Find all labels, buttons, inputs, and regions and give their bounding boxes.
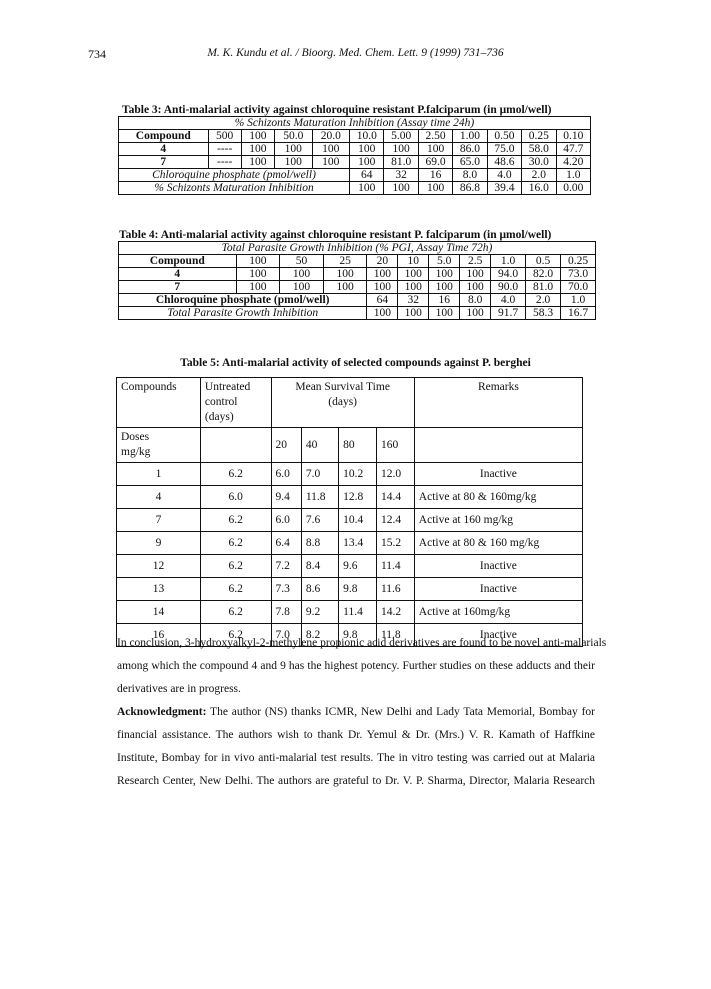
value-cell: 100	[236, 281, 280, 294]
table-4-caption: Table 4: Anti-malarial activity against chloroquine resistant P. falciparum (in μmol/well)	[119, 229, 552, 241]
value-cell: 32	[384, 169, 418, 182]
control-cell: 6.2	[200, 463, 271, 486]
compound-cell: 4	[119, 143, 209, 156]
value-cell: 100	[460, 268, 491, 281]
value-cell: 100	[312, 143, 350, 156]
remark-cell: Inactive	[414, 624, 582, 647]
acknowledgment-heading: Acknowledgment:	[117, 706, 207, 718]
table-3	[118, 116, 591, 195]
table-5	[116, 377, 583, 647]
dose-header: 0.10	[556, 130, 591, 143]
remark-cell: Inactive	[414, 555, 582, 578]
value-cell: 100	[236, 268, 280, 281]
value-cell: 100	[429, 307, 460, 320]
value-cell: 48.6	[487, 156, 521, 169]
control-cell: 6.2	[200, 509, 271, 532]
compound-cell: 7	[117, 509, 201, 532]
span-header-row	[119, 242, 596, 255]
dose-header: 25	[323, 255, 367, 268]
control-cell: 6.2	[200, 601, 271, 624]
text-line: financial assistance. The authors wish to thank Dr. Yemul & Dr. (Mrs.) V. R. Kamath of Haffkine	[117, 729, 595, 741]
blank-cell	[200, 428, 271, 463]
header-row	[117, 378, 583, 428]
dose-header: 0.50	[487, 130, 521, 143]
reference-label: Chloroquine phosphate (pmol/well)	[119, 294, 367, 307]
dose-header: 20	[367, 255, 398, 268]
value-cell: 0.00	[556, 182, 591, 195]
compound-row	[119, 281, 596, 294]
compound-cell: 13	[117, 578, 201, 601]
value-cell: 100	[460, 307, 491, 320]
text-line: Institute, Bombay for in vivo anti-malarial test results. The in vitro testing was carried out at Malaria	[117, 752, 595, 764]
value-cell: 91.7	[491, 307, 526, 320]
value-cell: 4.0	[487, 169, 521, 182]
header-line: mg/kg	[121, 446, 151, 458]
value-cell: 100	[460, 281, 491, 294]
compound-cell: 14	[117, 601, 201, 624]
value-cell: 65.0	[453, 156, 487, 169]
value-cell: 2.0	[522, 169, 556, 182]
compound-cell: 1	[117, 463, 201, 486]
header-line: control	[204, 396, 238, 408]
survival-cell: 10.4	[339, 509, 377, 532]
reference-label: Total Parasite Growth Inhibition	[119, 307, 367, 320]
value-cell: 86.8	[453, 182, 487, 195]
text-line	[117, 701, 595, 724]
table-4	[118, 241, 596, 320]
survival-cell: 8.8	[301, 532, 338, 555]
value-cell: 16.0	[522, 182, 556, 195]
compound-row	[119, 156, 591, 169]
survival-cell: 9.2	[301, 601, 338, 624]
value-cell: 39.4	[487, 182, 521, 195]
remark-cell: Active at 80 & 160mg/kg	[414, 486, 582, 509]
value-cell: 2.0	[526, 294, 561, 307]
mean-survival-header	[271, 378, 414, 428]
header-line: Untreated	[204, 381, 251, 393]
value-cell: 4.0	[491, 294, 526, 307]
header-line: Mean Survival Time	[295, 381, 390, 393]
remark-cell: Active at 160 mg/kg	[414, 509, 582, 532]
survival-cell: 15.2	[376, 532, 414, 555]
value-cell: 100	[398, 268, 429, 281]
dose-header: 10.0	[350, 130, 384, 143]
survival-cell: 7.0	[301, 463, 338, 486]
table-3-caption: Table 3: Anti-malarial activity against chloroquine resistant P.falciparum (in μmol/well)	[122, 104, 552, 116]
reference-label: Chloroquine phosphate (pmol/well)	[119, 169, 350, 182]
survival-cell: 10.2	[339, 463, 377, 486]
reference-inhibition-row	[119, 307, 596, 320]
survival-cell: 6.0	[271, 509, 301, 532]
dose-header-row	[119, 255, 596, 268]
survival-cell: 12.4	[376, 509, 414, 532]
dose-header: 0.25	[561, 255, 596, 268]
value-cell: 81.0	[526, 281, 561, 294]
survival-cell: 11.4	[339, 601, 377, 624]
value-cell: 4.20	[556, 156, 591, 169]
compound-cell: 4	[117, 486, 201, 509]
value-cell: 82.0	[526, 268, 561, 281]
dose-header: 2.5	[460, 255, 491, 268]
reference-inhibition-row	[119, 182, 591, 195]
compound-cell: 12	[117, 555, 201, 578]
value-cell: 1.0	[556, 169, 591, 182]
survival-cell: 7.0	[271, 624, 301, 647]
survival-cell: 8.6	[301, 578, 338, 601]
compound-cell: 7	[119, 281, 237, 294]
value-cell: 100	[398, 307, 429, 320]
survival-cell: 14.4	[376, 486, 414, 509]
value-cell: 73.0	[561, 268, 596, 281]
value-cell: 100	[429, 268, 460, 281]
value-cell: 64	[350, 169, 384, 182]
survival-cell: 9.4	[271, 486, 301, 509]
table-row	[117, 532, 583, 555]
table-row	[117, 578, 583, 601]
dose-header: 20.0	[312, 130, 350, 143]
value-cell: 75.0	[487, 143, 521, 156]
table-row	[117, 555, 583, 578]
survival-cell: 9.6	[339, 555, 377, 578]
survival-cell: 9.8	[339, 578, 377, 601]
value-cell: ----	[208, 156, 241, 169]
doses-header	[117, 428, 201, 463]
survival-cell: 11.4	[376, 555, 414, 578]
control-cell: 6.2	[200, 555, 271, 578]
survival-cell: 6.0	[271, 463, 301, 486]
value-cell: 16	[429, 294, 460, 307]
dose-header: 1.0	[491, 255, 526, 268]
value-cell: 47.7	[556, 143, 591, 156]
value-cell: 86.0	[453, 143, 487, 156]
value-cell: 100	[350, 143, 384, 156]
remark-cell: Active at 160mg/kg	[414, 601, 582, 624]
survival-cell: 11.8	[376, 624, 414, 647]
compound-cell: 16	[117, 624, 201, 647]
compound-row	[119, 143, 591, 156]
value-cell: 32	[398, 294, 429, 307]
compound-row	[119, 268, 596, 281]
span-header: Total Parasite Growth Inhibition (% PGI, Assay Time 72h)	[119, 242, 596, 255]
dose-row	[117, 428, 583, 463]
value-cell: 100	[275, 143, 313, 156]
dose-header: 50	[280, 255, 324, 268]
dose-level-header: 40	[301, 428, 338, 463]
compound-cell: 7	[119, 156, 209, 169]
value-cell: 100	[241, 143, 274, 156]
control-cell: 6.2	[200, 624, 271, 647]
text-line: among which the compound 4 and 9 has the highest potency. Further studies on these adducts and their	[117, 660, 595, 672]
value-cell: 100	[350, 156, 384, 169]
table-row	[117, 601, 583, 624]
reference-dose-row	[119, 294, 596, 307]
remarks-header: Remarks	[414, 378, 582, 428]
dose-header: 2.50	[418, 130, 452, 143]
value-cell: 100	[384, 143, 418, 156]
value-cell: 100	[323, 281, 367, 294]
dose-header: 10	[398, 255, 429, 268]
dose-level-header: 160	[376, 428, 414, 463]
table-row	[117, 486, 583, 509]
value-cell: 16.7	[561, 307, 596, 320]
survival-cell: 7.8	[271, 601, 301, 624]
value-cell: 100	[367, 268, 398, 281]
dose-header: 50.0	[275, 130, 313, 143]
compounds-header: Compounds	[117, 378, 201, 428]
column-header: Compound	[119, 130, 209, 143]
dose-header: 5.0	[429, 255, 460, 268]
text-line: Research Center, New Delhi. The authors are grateful to Dr. V. P. Sharma, Director, Malaria Research	[117, 775, 595, 787]
table-5-caption: Table 5: Anti-malarial activity of selected compounds against P. berghei	[180, 357, 531, 369]
compound-cell: 9	[117, 532, 201, 555]
span-header: % Schizonts Maturation Inhibition (Assay time 24h)	[119, 117, 591, 130]
control-cell: 6.2	[200, 578, 271, 601]
survival-cell: 9.8	[339, 624, 377, 647]
survival-cell: 8.4	[301, 555, 338, 578]
value-cell: 100	[418, 182, 452, 195]
value-cell: 8.0	[453, 169, 487, 182]
survival-cell: 11.6	[376, 578, 414, 601]
value-cell: 58.3	[526, 307, 561, 320]
value-cell: 8.0	[460, 294, 491, 307]
remark-cell: Inactive	[414, 578, 582, 601]
value-cell: 100	[350, 182, 384, 195]
acknowledgment-paragraph	[117, 701, 595, 793]
running-head: M. K. Kundu et al. / Bioorg. Med. Chem. Lett. 9 (1999) 731–736	[207, 47, 504, 59]
text-line: derivatives are in progress.	[117, 683, 241, 695]
reference-label: % Schizonts Maturation Inhibition	[119, 182, 350, 195]
value-cell: 64	[367, 294, 398, 307]
survival-cell: 12.0	[376, 463, 414, 486]
value-cell: 69.0	[418, 156, 452, 169]
dose-header: 5.00	[384, 130, 418, 143]
value-cell: 100	[384, 182, 418, 195]
survival-cell: 13.4	[339, 532, 377, 555]
reference-dose-row	[119, 169, 591, 182]
conclusion-paragraph	[117, 632, 607, 701]
value-cell: 100	[367, 307, 398, 320]
table-row	[117, 509, 583, 532]
dose-header: 1.00	[453, 130, 487, 143]
dose-header: 0.25	[522, 130, 556, 143]
value-cell: 100	[429, 281, 460, 294]
value-cell: 100	[275, 156, 313, 169]
compound-cell: 4	[119, 268, 237, 281]
header-line: (days)	[328, 396, 358, 408]
survival-cell: 8.2	[301, 624, 338, 647]
remark-cell: Inactive	[414, 463, 582, 486]
header-line: Doses	[121, 431, 150, 443]
control-cell: 6.0	[200, 486, 271, 509]
text-line: In conclusion, 3-hydroxyalkyl-2-methylene propionic acid derivatives are found to be novel anti-malarials	[117, 637, 607, 649]
header-line: (days)	[204, 411, 234, 423]
value-cell: 100	[241, 156, 274, 169]
value-cell: 100	[280, 281, 324, 294]
value-cell: 100	[398, 281, 429, 294]
value-cell: 94.0	[491, 268, 526, 281]
survival-cell: 7.3	[271, 578, 301, 601]
dose-header: 0.5	[526, 255, 561, 268]
value-cell: 100	[418, 143, 452, 156]
blank-cell	[414, 428, 582, 463]
survival-cell: 12.8	[339, 486, 377, 509]
dose-header: 100	[241, 130, 274, 143]
acknowledgment-text: The author (NS) thanks ICMR, New Delhi and Lady Tata Memorial, Bombay for	[206, 706, 595, 718]
dose-level-header: 80	[339, 428, 377, 463]
untreated-header	[200, 378, 271, 428]
dose-header: 100	[236, 255, 280, 268]
survival-cell: 7.2	[271, 555, 301, 578]
survival-cell: 6.4	[271, 532, 301, 555]
value-cell: 81.0	[384, 156, 418, 169]
value-cell: 100	[367, 281, 398, 294]
survival-cell: 7.6	[301, 509, 338, 532]
survival-cell: 11.8	[301, 486, 338, 509]
value-cell: ----	[208, 143, 241, 156]
dose-level-header: 20	[271, 428, 301, 463]
dose-header: 500	[208, 130, 241, 143]
span-header-row	[119, 117, 591, 130]
remark-cell: Active at 80 & 160 mg/kg	[414, 532, 582, 555]
survival-cell: 14.2	[376, 601, 414, 624]
value-cell: 16	[418, 169, 452, 182]
page-number: 734	[88, 47, 106, 61]
value-cell: 100	[312, 156, 350, 169]
table-row	[117, 463, 583, 486]
value-cell: 100	[280, 268, 324, 281]
column-header: Compound	[119, 255, 237, 268]
dose-header-row	[119, 130, 591, 143]
value-cell: 58.0	[522, 143, 556, 156]
value-cell: 30.0	[522, 156, 556, 169]
value-cell: 90.0	[491, 281, 526, 294]
value-cell: 1.0	[561, 294, 596, 307]
value-cell: 70.0	[561, 281, 596, 294]
value-cell: 100	[323, 268, 367, 281]
control-cell: 6.2	[200, 532, 271, 555]
